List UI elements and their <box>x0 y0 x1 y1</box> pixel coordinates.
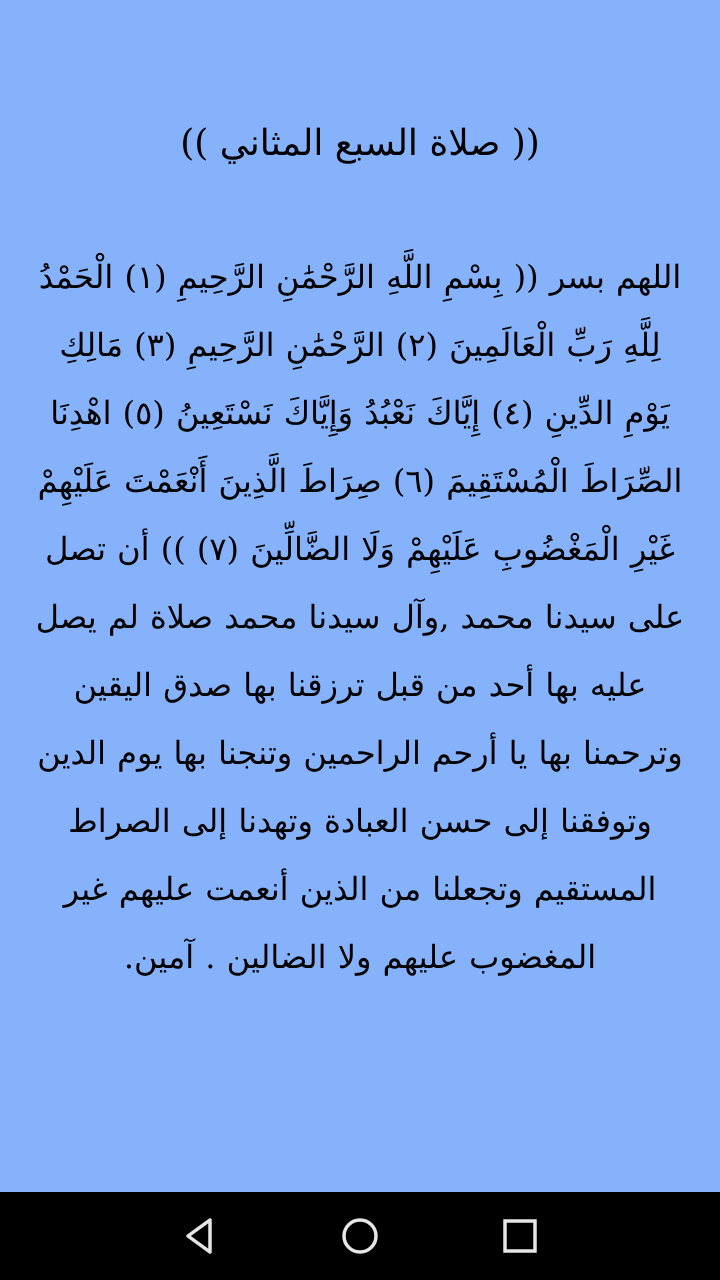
prayer-text: اللهم بسر (( بِسْمِ اللَّهِ الرَّحْمَٰنِ الرَّحِيمِ (١) الْحَمْدُ لِلَّهِ رَبِّ الْعَالَمِينَ (٢) الرَّحْمَٰنِ الرَّحِيمِ (٣) مَالِكِ يَوْمِ الدِّينِ (٤) إِيَّاكَ نَعْبُدُ وَإِيَّاكَ نَسْتَعِينُ (٥) اهْدِنَا الصِّرَاطَ الْمُسْتَقِيمَ (٦) صِرَاطَ الَّذِينَ أَنْعَمْتَ عَلَيْهِمْ غَيْرِ الْمَغْضُوبِ عَلَيْهِمْ وَلَا الضَّالِّينَ (٧) )) أن تصل على سيدنا محمد ,وآل سيدنا محمد صلاة لم يصل عليه بها أحد من قبل ترزقنا بها صدق اليقين وترحمنا بها يا أرحم الراحمين وتنجنا بها يوم الدين وتوفقنا إلى حسن العبادة وتهدنا إلى الصراط المستقيم وتجعلنا من الذين أنعمت عليهم غير المغضوب عليهم ولا الضالين . آمين. <box>35 258 685 976</box>
recents-button[interactable] <box>496 1212 544 1260</box>
page-title: (( صلاة السبع المثاني )) <box>180 123 540 164</box>
square-recents-icon <box>498 1214 542 1258</box>
triangle-back-icon <box>178 1214 222 1258</box>
back-button[interactable] <box>176 1212 224 1260</box>
home-button[interactable] <box>336 1212 384 1260</box>
circle-home-icon <box>338 1214 382 1258</box>
system-navigation-bar <box>0 1192 720 1280</box>
